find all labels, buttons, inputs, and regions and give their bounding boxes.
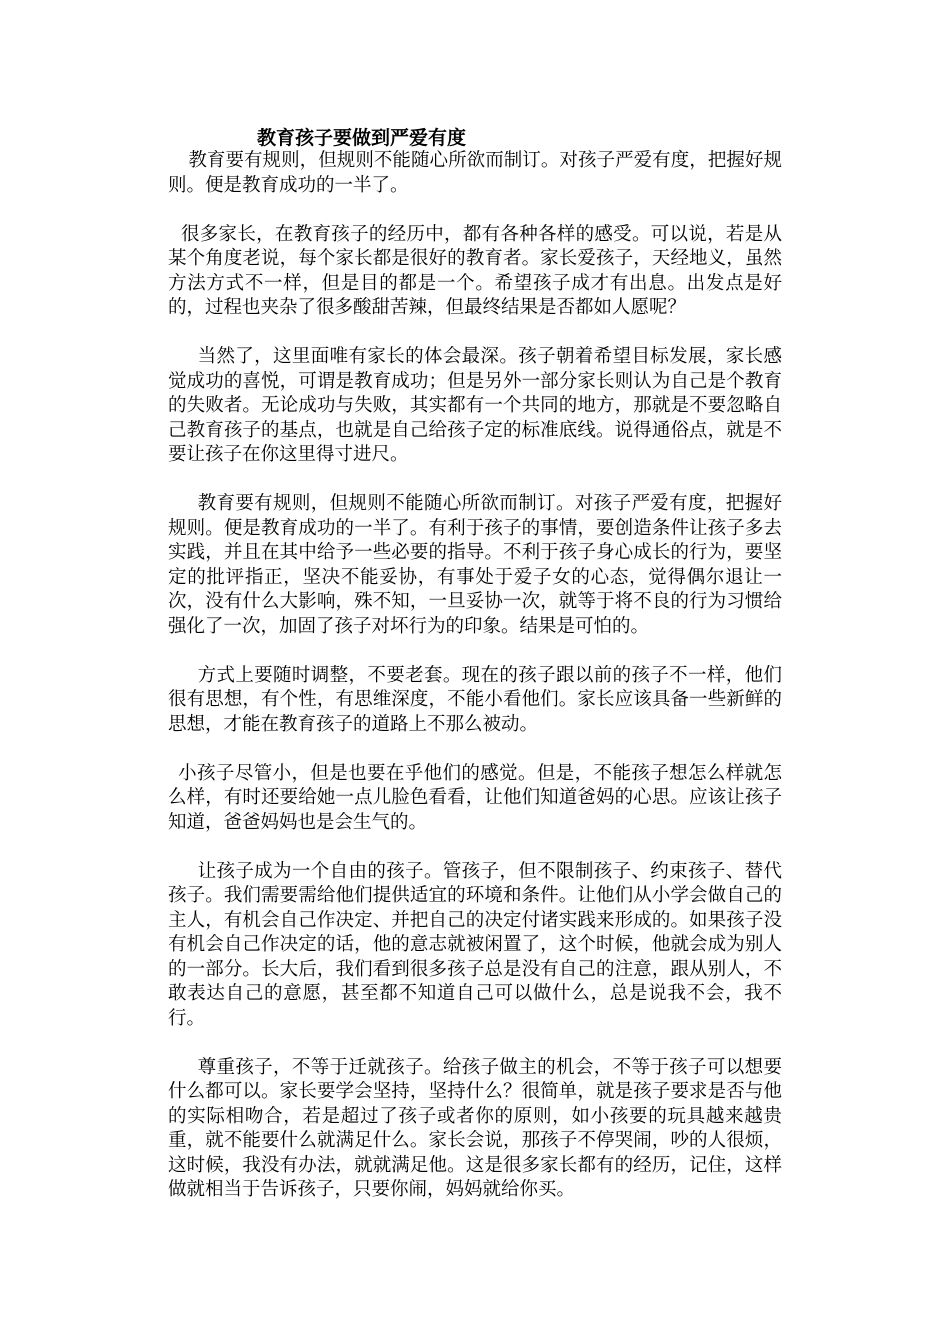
paragraph: 让孩子成为一个自由的孩子。管孩子，但不限制孩子、约束孩子、替代孩子。我们需要需给他们提供适宜的环境和条件。让他们从小学会做自己的主人，有机会自己作决定、并把自己的决定付诸实践来形成的。如果孩子没有机会自己作决定的话，他的意志就被闲置了，这个时候，他就会成为别人的一部分。长大后，我们看到很多孩子总是没有自己的注意，跟从别人，不敢表达自己的意愿，甚至都不知道自己可以做什么，总是说我不会，我不行。 (168, 860, 782, 1029)
paragraph: 教育要有规则，但规则不能随心所欲而制订。对孩子严爱有度，把握好规则。便是教育成功的一半了。有利于孩子的事情，要创造条件让孩子多去实践，并且在其中给予一些必要的指导。不利于孩子身心成长的行为，要坚定的批评指正，坚决不能妥协，有事处于爱子女的心态，觉得偶尔退让一次，没有什么大影响，殊不知，一旦妥协一次，就等于将不良的行为习惯给强化了一次，加固了孩子对坏行为的印象。结果是可怕的。 (168, 493, 782, 637)
document-title: 教育孩子要做到严爱有度 (257, 127, 467, 149)
paragraph: 方式上要随时调整，不要老套。现在的孩子跟以前的孩子不一样，他们很有思想，有个性，有思维深度，不能小看他们。家长应该具备一些新鲜的思想，才能在教育孩子的道路上不那么被动。 (168, 664, 782, 735)
paragraph: 很多家长，在教育孩子的经历中，都有各种各样的感受。可以说，若是从某个角度老说，每个家长都是很好的教育者。家长爱孩子，天经地义，虽然方法方式不一样，但是目的都是一个。希望孩子成才有出息。出发点是好的，过程也夹杂了很多酸甜苦辣，但最终结果是否都如人愿呢？ (168, 223, 782, 318)
paragraph: 当然了，这里面唯有家长的体会最深。孩子朝着希望目标发展，家长感觉成功的喜悦，可谓是教育成功；但是另外一部分家长则认为自己是个教育的失败者。无论成功与失败，其实都有一个共同的地方，那就是不要忽略自己教育孩子的基点，也就是自己给孩子定的标准底线。说得通俗点，就是不要让孩子在你这里得寸进尺。 (168, 346, 782, 465)
paragraph: 尊重孩子，不等于迁就孩子。给孩子做主的机会，不等于孩子可以想要什么都可以。家长要学会坚持，坚持什么？很简单，就是孩子要求是否与他的实际相吻合，若是超过了孩子或者你的原则，如小孩要的玩具越来越贵重，就不能要什么就满足什么。家长会说，那孩子不停哭闹，吵的人很烦，这时候，我没有办法，就就满足他。这是很多家长都有的经历，记住，这样做就相当于告诉孩子，只要你闹，妈妈就给你买。 (168, 1056, 782, 1200)
document-body (168, 149, 782, 1227)
paragraph: 小孩子尽管小，但是也要在乎他们的感觉。但是，不能孩子想怎么样就怎么样，有时还要给她一点儿脸色看看，让他们知道爸妈的心思。应该让孩子知道，爸爸妈妈也是会生气的。 (168, 762, 782, 833)
paragraph: 教育要有规则，但规则不能随心所欲而制订。对孩子严爱有度，把握好规则。便是教育成功的一半了。 (168, 150, 782, 196)
